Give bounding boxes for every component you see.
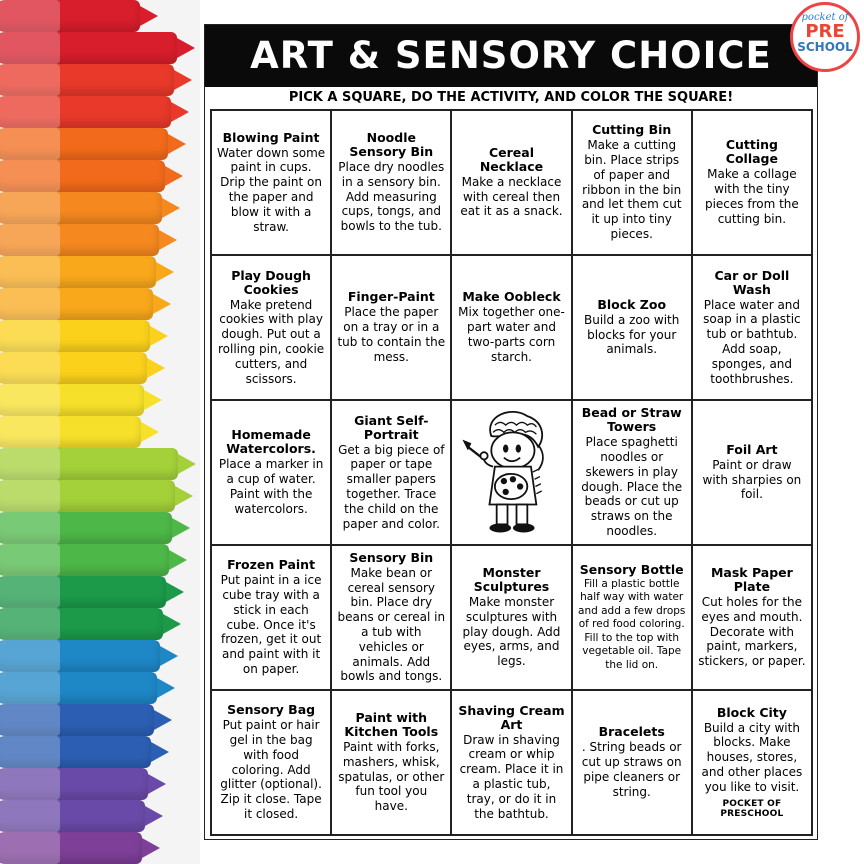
activity-title: Blowing Paint [222, 129, 320, 145]
activity-square[interactable] [572, 255, 692, 400]
activity-title: Homemade Watercolors. [226, 427, 316, 457]
marker-pen [0, 320, 150, 352]
activity-title: Sensory Bin [349, 549, 434, 565]
marker-pen [0, 608, 163, 640]
activity-square[interactable] [211, 255, 331, 400]
marker-pen [0, 64, 174, 96]
activity-description: Make monster sculptures with play dough. Add eyes, arms, and legs. [462, 595, 561, 669]
activity-square[interactable] [692, 690, 812, 835]
marker-pen [0, 192, 162, 224]
activity-description: Paint with forks, mashers, whisk, spatulas, or other fun tool you have. [338, 740, 445, 814]
activity-square[interactable] [451, 255, 571, 400]
marker-pen [0, 832, 142, 864]
activity-title: Finger-Paint [347, 289, 435, 305]
activity-title: Cutting Bin [592, 122, 672, 138]
activity-title: Car or Doll Wash [714, 267, 790, 297]
activity-square[interactable] [331, 255, 451, 400]
choice-board [204, 24, 818, 840]
logo-line-2: PRE [805, 21, 845, 42]
activity-description: Fill a plastic bottle half way with water and add a few drops of red food coloring. Fill to the top with vegetable oil. Tape the lid on. [578, 578, 686, 671]
activity-description: Get a big piece of paper or tape smaller papers together. Trace the child on the paper and color. [338, 442, 445, 531]
activity-title: Bead or Straw Towers [581, 405, 682, 435]
activity-title: Bracelets [598, 724, 665, 740]
activity-square[interactable] [331, 545, 451, 690]
marker-pen [0, 128, 168, 160]
activity-square[interactable] [331, 690, 451, 835]
center-clipart-square [451, 400, 571, 545]
marker-pen [0, 512, 172, 544]
activity-description: Make a necklace with cereal then eat it as a snack. [460, 174, 563, 219]
activity-title: Giant Self-Portrait [354, 412, 429, 442]
activity-title: Sensory Bag [227, 702, 316, 718]
activity-description: Draw in shaving cream or whip cream. Place it in a plastic tub, tray, or do it in the bathtub. [459, 732, 564, 821]
activity-description: Make pretend cookies with play dough. Put out a rolling pin, cookie cutters, and scissors. [218, 297, 325, 386]
marker-pen [0, 0, 140, 32]
activity-description: Make a cutting bin. Place strips of paper and ribbon in the bin and let them cut it up into tiny pieces. [581, 138, 682, 241]
activity-description: Build a city with blocks. Make houses, stores, and other places you like to visit. [701, 720, 803, 794]
activity-title: Sensory Bottle [579, 562, 684, 578]
activity-description: Place spaghetti noodles or skewers in play dough. Place the beads or cut up straws on the noodles. [581, 435, 683, 538]
marker-pen [0, 800, 145, 832]
marker-pen [0, 384, 144, 416]
activity-square[interactable] [692, 255, 812, 400]
marker-pen [0, 640, 160, 672]
activity-square[interactable] [451, 690, 571, 835]
marker-border [0, 0, 200, 864]
logo-line-1: pocket of [801, 12, 849, 23]
activity-description: Put paint in a ice cube tray with a stick in each cube. Once it's frozen, get it out and paint with it on paper. [220, 573, 322, 676]
child-painter-icon [457, 404, 565, 541]
footer-brand: POCKET OF PRESCHOOL [720, 799, 784, 820]
activity-description: Place the paper on a tray or in a tub to contain the mess. [337, 305, 446, 364]
activity-square[interactable] [211, 690, 331, 835]
activity-description: Make a collage with the tiny pieces from the cutting bin. [704, 167, 799, 226]
marker-pen [0, 160, 165, 192]
activity-title: Play Dough Cookies [231, 267, 311, 297]
activity-description: Put paint or hair gel in the bag with food coloring. Add glitter (optional). Zip it close. Tape it closed. [220, 718, 322, 821]
activity-description: Place water and soap in a plastic tub or bathtub. Add soap, sponges, and toothbrushes. [703, 297, 801, 386]
activity-description: Paint or draw with sharpies on foil. [702, 457, 802, 502]
activity-square[interactable] [451, 110, 571, 255]
activity-square[interactable] [572, 690, 692, 835]
activity-square[interactable] [692, 110, 812, 255]
activity-description: Place dry noodles in a sensory bin. Add measuring cups, tongs, and bowls to the tub. [338, 160, 445, 234]
activity-title: Frozen Paint [227, 557, 316, 573]
activity-title: Block Zoo [597, 296, 667, 312]
activity-square[interactable] [331, 400, 451, 545]
activity-square[interactable] [692, 545, 812, 690]
activity-grid [210, 109, 813, 836]
board-title: ART & SENSORY CHOICE BOARD [205, 25, 817, 87]
marker-pen [0, 352, 147, 384]
activity-title: Paint with Kitchen Tools [344, 710, 439, 739]
activity-square[interactable] [211, 545, 331, 690]
activity-description: Build a zoo with blocks for your animals. [584, 312, 680, 357]
marker-pen [0, 576, 166, 608]
activity-square[interactable] [692, 400, 812, 545]
activity-description: . String beads or cut up straws on pipe cleaners or string. [581, 740, 682, 799]
activity-title: Shaving Cream Art [458, 702, 565, 732]
pocket-of-preschool-logo [790, 2, 860, 72]
marker-pen [0, 448, 178, 480]
marker-pen [0, 256, 156, 288]
activity-title: Cereal Necklace [479, 144, 544, 174]
activity-description: Mix together one-part water and two-parts corn starch. [458, 305, 565, 364]
marker-pen [0, 480, 175, 512]
logo-line-3: SCHOOL [797, 40, 853, 54]
marker-pen [0, 96, 171, 128]
marker-pen [0, 288, 153, 320]
activity-title: Foil Art [726, 441, 778, 457]
activity-square[interactable] [572, 400, 692, 545]
activity-square[interactable] [572, 545, 692, 690]
marker-pen [0, 736, 151, 768]
activity-title: Mask Paper Plate [710, 565, 793, 594]
activity-square[interactable] [211, 110, 331, 255]
activity-square[interactable] [211, 400, 331, 545]
marker-pen [0, 704, 154, 736]
activity-description: Cut holes for the eyes and mouth. Decorate with paint, markers, stickers, or paper. [698, 595, 806, 669]
activity-title: Block City [716, 704, 787, 720]
marker-pen [0, 224, 159, 256]
marker-pen [0, 32, 177, 64]
activity-description: Water down some paint in cups. Drip the paint on the paper and blow it with a straw. [217, 145, 326, 234]
activity-square[interactable] [451, 545, 571, 690]
marker-pen [0, 544, 169, 576]
activity-title: Noodle Sensory Bin [349, 130, 434, 159]
board-subtitle: PICK A SQUARE, DO THE ACTIVITY, AND COLOR THE SQUARE! [288, 90, 734, 105]
activity-square[interactable] [572, 110, 692, 255]
activity-title: Make Oobleck [462, 289, 561, 305]
marker-pen [0, 672, 157, 704]
activity-title: Monster Sculptures [473, 565, 550, 594]
marker-pen [0, 416, 141, 448]
activity-square[interactable] [331, 110, 451, 255]
activity-description: Make bean or cereal sensory bin. Place dry beans or cereal in a tub with vehicles or animals. Add bowls and tongs. [337, 565, 446, 684]
activity-title: Cutting Collage [725, 137, 778, 167]
marker-pen [0, 768, 148, 800]
activity-description: Place a marker in a cup of water. Paint with the watercolors. [218, 457, 324, 516]
